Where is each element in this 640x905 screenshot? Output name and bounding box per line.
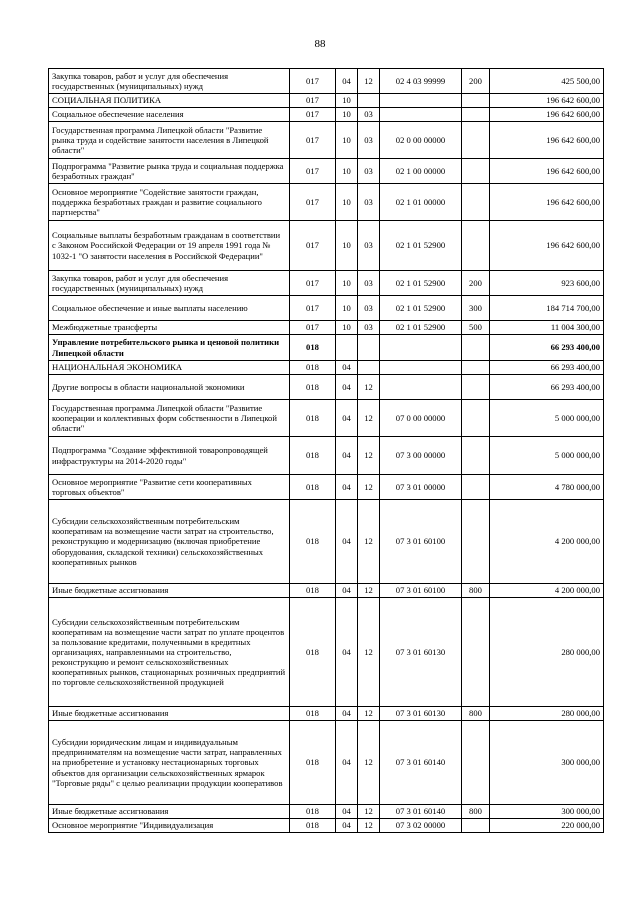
cell-pr: 12 [358,400,380,437]
cell-sum: 4 780 000,00 [490,475,604,500]
cell-sum: 196 642 600,00 [490,122,604,159]
cell-vr [462,375,490,400]
table-row [49,437,604,475]
cell-sum: 923 600,00 [490,271,604,296]
cell-rz: 10 [336,321,358,335]
cell-name: Закупка товаров, работ и услуг для обеспечения государственных (муниципальных) нужд [49,271,290,296]
cell-rz: 10 [336,184,358,221]
cell-pr: 12 [358,721,380,805]
cell-ved: 018 [290,400,336,437]
cell-csr: 02 1 01 00000 [380,184,462,221]
cell-vr [462,437,490,475]
cell-pr: 12 [358,805,380,819]
cell-vr [462,94,490,108]
cell-name: Подпрограмма "Создание эффективной товаропроводящей инфраструктуры на 2014-2020 годы" [49,437,290,475]
cell-pr: 03 [358,296,380,321]
cell-sum: 280 000,00 [490,707,604,721]
cell-csr: 07 3 01 60140 [380,721,462,805]
cell-pr: 12 [358,437,380,475]
cell-name: Иные бюджетные ассигнования [49,707,290,721]
table-row [49,184,604,221]
cell-rz: 10 [336,108,358,122]
cell-name: Иные бюджетные ассигнования [49,584,290,598]
cell-rz: 04 [336,707,358,721]
cell-csr: 07 3 01 60130 [380,598,462,707]
cell-sum: 220 000,00 [490,819,604,833]
table-row [49,475,604,500]
table-row [49,221,604,271]
cell-name: НАЦИОНАЛЬНАЯ ЭКОНОМИКА [49,361,290,375]
cell-rz: 10 [336,94,358,108]
table-row [49,361,604,375]
cell-csr: 07 3 01 60100 [380,500,462,584]
table-row [49,707,604,721]
cell-name: Управление потребительского рынка и ценовой политики Липецкой области [49,335,290,361]
cell-pr: 12 [358,598,380,707]
table-row [49,94,604,108]
cell-rz: 04 [336,721,358,805]
cell-vr [462,361,490,375]
cell-rz: 04 [336,475,358,500]
table-row [49,108,604,122]
cell-name: Государственная программа Липецкой области "Развитие кооперации и коллективных форм собственности в Липецкой области" [49,400,290,437]
table-row [49,122,604,159]
cell-sum: 196 642 600,00 [490,108,604,122]
cell-vr [462,335,490,361]
cell-rz: 04 [336,69,358,94]
cell-rz: 04 [336,400,358,437]
table-row [49,271,604,296]
cell-pr: 03 [358,271,380,296]
cell-rz: 10 [336,296,358,321]
table-row [49,598,604,707]
cell-vr [462,819,490,833]
cell-rz: 04 [336,805,358,819]
cell-name: Социальное обеспечение и иные выплаты населению [49,296,290,321]
cell-rz: 10 [336,159,358,184]
cell-pr: 12 [358,69,380,94]
cell-sum: 425 500,00 [490,69,604,94]
cell-name: Государственная программа Липецкой области "Развитие рынка труда и содействие занятости населения в Липецкой области" [49,122,290,159]
cell-ved: 017 [290,271,336,296]
cell-vr [462,721,490,805]
cell-csr: 07 3 00 00000 [380,437,462,475]
cell-vr [462,221,490,271]
cell-csr: 02 1 01 52900 [380,296,462,321]
cell-ved: 018 [290,805,336,819]
cell-sum: 11 004 300,00 [490,321,604,335]
cell-rz: 10 [336,271,358,296]
cell-pr [358,361,380,375]
cell-name: Субсидии сельскохозяйственным потребительским кооперативам на возмещение части затрат по уплате процентов за пользование кредитами, полученными в кредитных организациях, направленными на строительство, реконструкцию и ремонт сельскохозяйственных кооперативных рынков, стационарных розничных предприятий по торговле сельскохозяйственной продукцией [49,598,290,707]
cell-rz: 04 [336,584,358,598]
cell-rz: 04 [336,375,358,400]
cell-pr: 12 [358,584,380,598]
cell-vr [462,500,490,584]
cell-sum: 5 000 000,00 [490,437,604,475]
cell-sum: 4 200 000,00 [490,584,604,598]
cell-csr: 02 4 03 99999 [380,69,462,94]
table-row [49,69,604,94]
cell-name: Социальные выплаты безработным гражданам в соответствии с Законом Российской Федерации от 19 апреля 1991 года № 1032-1 "О занятости населения в Российской Федерации" [49,221,290,271]
cell-csr: 07 3 01 60130 [380,707,462,721]
table-row [49,296,604,321]
cell-sum: 5 000 000,00 [490,400,604,437]
cell-sum: 184 714 700,00 [490,296,604,321]
cell-vr: 800 [462,584,490,598]
cell-ved: 017 [290,296,336,321]
cell-rz: 04 [336,500,358,584]
cell-pr: 03 [358,184,380,221]
cell-ved: 018 [290,361,336,375]
cell-csr: 07 0 00 00000 [380,400,462,437]
cell-ved: 017 [290,159,336,184]
cell-pr: 03 [358,221,380,271]
cell-csr: 02 1 00 00000 [380,159,462,184]
cell-name: Основное мероприятие "Развитие сети кооперативных торговых объектов" [49,475,290,500]
cell-pr: 03 [358,108,380,122]
cell-ved: 017 [290,122,336,159]
cell-vr: 500 [462,321,490,335]
cell-vr [462,159,490,184]
cell-ved: 018 [290,721,336,805]
table-row [49,400,604,437]
cell-name: Закупка товаров, работ и услуг для обеспечения государственных (муниципальных) нужд [49,69,290,94]
cell-vr: 200 [462,271,490,296]
cell-rz: 10 [336,122,358,159]
cell-csr: 07 3 01 60140 [380,805,462,819]
cell-ved: 018 [290,819,336,833]
cell-pr: 03 [358,122,380,159]
page-number: 88 [314,38,326,50]
table-row [49,159,604,184]
cell-sum: 66 293 400,00 [490,361,604,375]
cell-ved: 018 [290,707,336,721]
cell-csr: 07 3 01 60100 [380,584,462,598]
cell-csr [380,108,462,122]
cell-sum: 280 000,00 [490,598,604,707]
cell-pr: 12 [358,475,380,500]
cell-vr [462,108,490,122]
cell-ved: 017 [290,94,336,108]
cell-rz: 04 [336,598,358,707]
cell-ved: 018 [290,475,336,500]
cell-vr: 300 [462,296,490,321]
cell-rz: 04 [336,437,358,475]
table-row [49,584,604,598]
cell-name: Субсидии сельскохозяйственным потребительским кооперативам на возмещение части затрат на строительство, реконструкцию и модернизацию (включая приобретение оборудования, складской техники) сельскохозяйственных кооперативных рынков [49,500,290,584]
cell-sum: 196 642 600,00 [490,221,604,271]
cell-ved: 018 [290,598,336,707]
cell-ved: 017 [290,184,336,221]
cell-csr [380,335,462,361]
cell-csr: 07 3 01 00000 [380,475,462,500]
cell-sum: 196 642 600,00 [490,94,604,108]
cell-vr [462,122,490,159]
cell-sum: 196 642 600,00 [490,184,604,221]
cell-pr: 12 [358,707,380,721]
cell-csr: 02 1 01 52900 [380,321,462,335]
cell-ved: 018 [290,375,336,400]
cell-csr [380,94,462,108]
cell-sum: 66 293 400,00 [490,335,604,361]
cell-name: Другие вопросы в области национальной экономики [49,375,290,400]
cell-sum: 4 200 000,00 [490,500,604,584]
cell-name: Межбюджетные трансферты [49,321,290,335]
cell-sum: 66 293 400,00 [490,375,604,400]
cell-ved: 017 [290,69,336,94]
cell-vr: 800 [462,707,490,721]
cell-sum: 196 642 600,00 [490,159,604,184]
cell-csr: 02 1 01 52900 [380,271,462,296]
cell-vr: 200 [462,69,490,94]
cell-sum: 300 000,00 [490,805,604,819]
cell-ved: 018 [290,500,336,584]
cell-rz: 10 [336,221,358,271]
cell-csr: 07 3 02 00000 [380,819,462,833]
budget-table [48,68,604,833]
cell-pr: 12 [358,375,380,400]
cell-pr: 12 [358,500,380,584]
cell-rz [336,335,358,361]
cell-pr: 03 [358,159,380,184]
cell-vr [462,184,490,221]
cell-vr [462,400,490,437]
table-row [49,375,604,400]
cell-ved: 017 [290,108,336,122]
cell-sum: 300 000,00 [490,721,604,805]
cell-csr [380,375,462,400]
cell-pr: 12 [358,819,380,833]
cell-rz: 04 [336,361,358,375]
cell-vr [462,598,490,707]
cell-name: Субсидии юридическим лицам и индивидуальным предпринимателям на возмещение части затрат, направленных на приобретение и установку нестационарных торговых объектов для организации сельскохозяйственных ярмарок "Торговые ряды" с целью реализации продукции кооперативов [49,721,290,805]
cell-ved: 017 [290,221,336,271]
cell-name: Подпрограмма "Развитие рынка труда и социальная поддержка безработных граждан" [49,159,290,184]
cell-ved: 018 [290,335,336,361]
cell-name: СОЦИАЛЬНАЯ ПОЛИТИКА [49,94,290,108]
cell-rz: 04 [336,819,358,833]
table-row [49,335,604,361]
cell-name: Основное мероприятие "Содействие занятости граждан, поддержка безработных граждан и развитие социального партнерства" [49,184,290,221]
cell-name: Иные бюджетные ассигнования [49,805,290,819]
cell-pr [358,335,380,361]
cell-ved: 017 [290,321,336,335]
cell-vr: 800 [462,805,490,819]
table-row [49,805,604,819]
cell-csr [380,361,462,375]
cell-pr: 03 [358,321,380,335]
table-row [49,721,604,805]
cell-ved: 018 [290,437,336,475]
cell-name: Социальное обеспечение населения [49,108,290,122]
cell-csr: 02 0 00 00000 [380,122,462,159]
cell-vr [462,475,490,500]
table-row [49,819,604,833]
cell-pr [358,94,380,108]
cell-name: Основное мероприятие "Индивидуализация [49,819,290,833]
cell-ved: 018 [290,584,336,598]
table-row [49,500,604,584]
table-row [49,321,604,335]
cell-csr: 02 1 01 52900 [380,221,462,271]
